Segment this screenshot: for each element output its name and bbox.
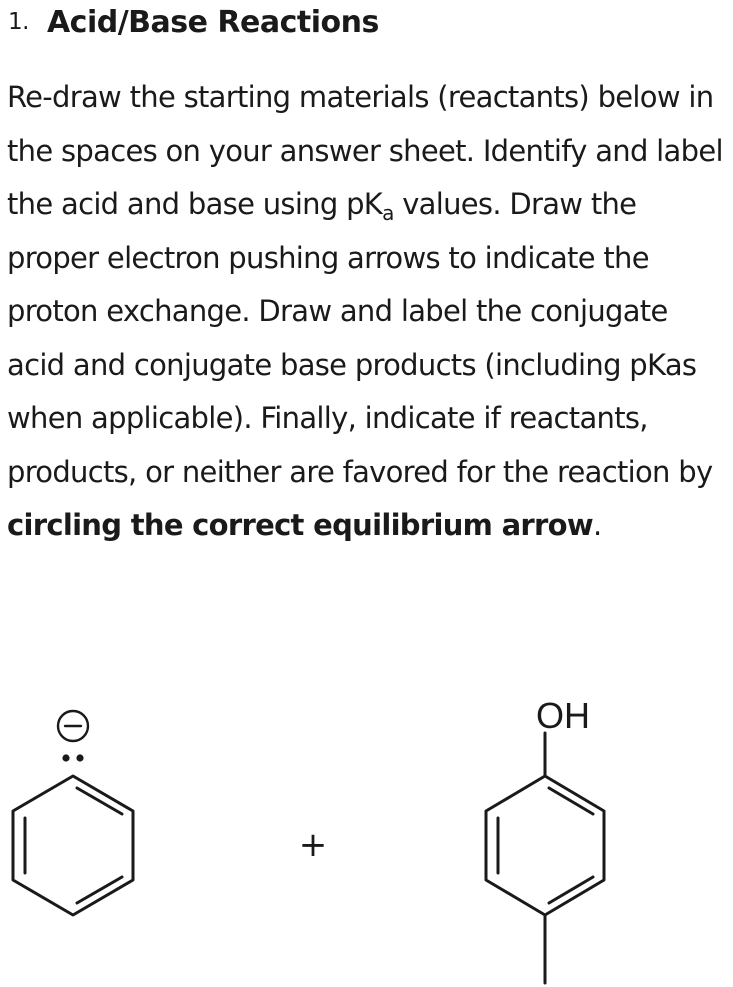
lone-pair-dots xyxy=(62,754,83,761)
pka-subscript: a xyxy=(382,201,394,225)
instructions-end: . xyxy=(592,508,602,542)
instructions-text-2: values. Draw the proper electron pushing arrows to indicate the proton exchange. Draw and label the conjugate acid and conjugate base products (including pKas when applicable). Finally, indicate if reactants, products, or neither are favored for the reaction by xyxy=(7,187,713,489)
instructions-bold-text: circling the correct equilibrium arrow xyxy=(7,508,593,542)
instructions-paragraph xyxy=(7,71,732,553)
question-number: 1. xyxy=(8,9,29,35)
phenyl-anion-structure xyxy=(13,711,133,915)
hydroxyl-label: OH xyxy=(536,695,590,736)
benzene-ring-2 xyxy=(486,776,604,915)
instructions-text-1: Re-draw the starting materials (reactants) below in the spaces on your answer sheet. Identify and label the acid and base using pK xyxy=(7,80,723,221)
negative-charge-icon xyxy=(58,711,88,741)
reaction-drawing xyxy=(0,680,733,987)
question-title: Acid/Base Reactions xyxy=(46,4,379,40)
question-heading xyxy=(8,0,379,44)
benzene-ring-1 xyxy=(13,776,133,915)
reaction-scheme xyxy=(0,680,733,987)
plus-sign: + xyxy=(298,825,328,865)
p-cresol-structure xyxy=(486,733,604,983)
